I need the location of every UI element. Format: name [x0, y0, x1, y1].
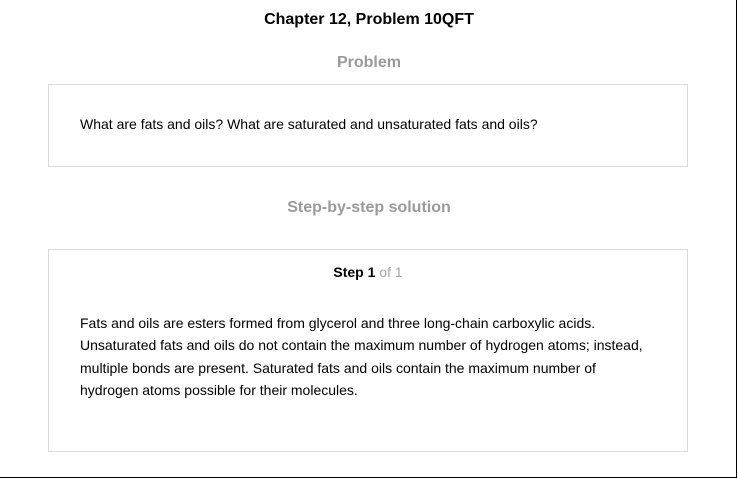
step-total: of 1 [379, 264, 403, 280]
problem-text: What are fats and oils? What are saturated and unsaturated fats and oils? [80, 116, 538, 132]
solution-heading: Step-by-step solution [287, 199, 451, 216]
step-indicator [49, 263, 687, 281]
solution-box [48, 249, 688, 452]
step-word: Step [333, 264, 364, 280]
page-title: Chapter 12, Problem 10QFT [264, 11, 474, 28]
problem-box [48, 84, 688, 167]
problem-heading: Problem [336, 54, 401, 71]
step-number: 1 [367, 264, 376, 280]
solution-text: Fats and oils are esters formed from glycerol and three long-chain carboxylic acids. Unsaturated fats and oils do not contain the maximum number of hydrogen atoms; instead, multiple bonds are present. Saturated fats and oils contain the maximum number of hydrogen atoms possible for their molecules. [80, 315, 643, 398]
